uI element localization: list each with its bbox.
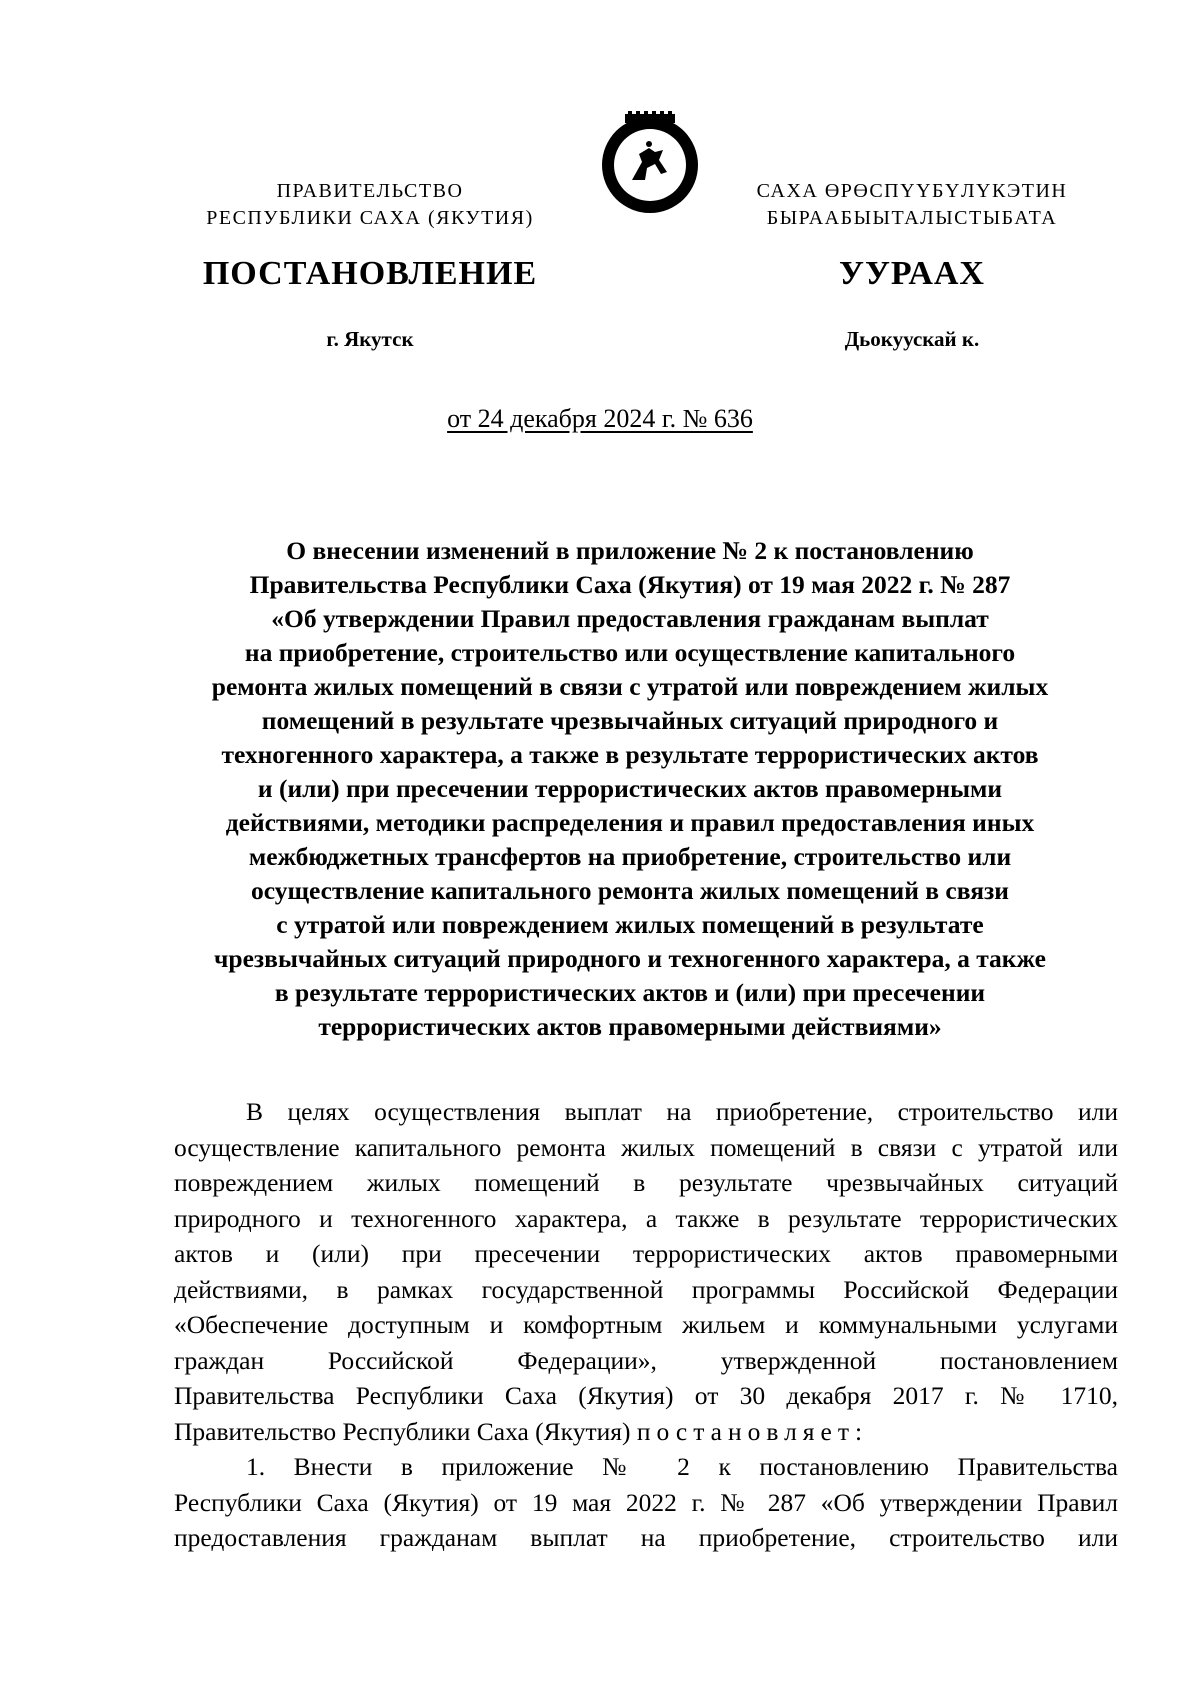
title-line: Правительства Республики Саха (Якутия) от 19 мая 2022 г. № 287 — [249, 570, 1011, 599]
document-date-number — [0, 404, 1200, 434]
decision-verb: постановляет: — [636, 1416, 869, 1446]
body-paragraph-preamble — [174, 1094, 1118, 1449]
title-line: террористических актов правомерными действиями» — [318, 1012, 942, 1041]
body-line: 1. Внести в приложение № 2 к постановлению Правительства — [246, 1452, 1118, 1481]
coat-of-arms-emblem — [597, 110, 703, 216]
body-line: Республики Саха (Якутия) от 19 мая 2022 г. № 287 «Об утверждении Правил — [174, 1487, 1118, 1517]
title-line: ремонта жилых помещений в связи с утратой или повреждением жилых — [211, 672, 1049, 701]
body-line: «Обеспечение доступным и комфортным жильем и коммунальными услугами — [174, 1310, 1118, 1339]
title-line: чрезвычайных ситуаций природного и техногенного характера, а также — [214, 944, 1046, 973]
document-title — [160, 534, 1100, 1044]
org-line: БЫРААБЫЫТАЛЫСТЫБАТА — [766, 207, 1058, 229]
document-type-yakut: УУРААХ — [839, 255, 985, 292]
body-paragraph-item-1 — [174, 1449, 1118, 1556]
government-name-russian — [150, 178, 590, 232]
title-line: техногенного характера, а также в результате террористических актов — [221, 740, 1039, 769]
title-line: и (или) при пресечении террористических актов правомерными — [257, 774, 1003, 803]
title-line: действиями, методики распределения и правил предоставления иных — [225, 808, 1035, 837]
body-line: действиями, в рамках государственной программы Российской Федерации — [174, 1274, 1118, 1304]
body-line: Правительства Республики Саха (Якутия) от 30 декабря 2017 г. № 1710, — [174, 1381, 1118, 1410]
title-line: О внесении изменений в приложение № 2 к постановлению — [286, 536, 974, 565]
title-line: помещений в результате чрезвычайных ситуаций природного и — [261, 706, 999, 735]
document-type-russian: ПОСТАНОВЛЕНИЕ — [202, 255, 538, 292]
decision-prefix: Правительство Республики Саха (Якутия) — [174, 1416, 631, 1446]
title-line: на приобретение, строительство или осуществление капитального — [244, 638, 1016, 667]
city-russian: г. Якутск — [326, 327, 414, 351]
body-line: актов и (или) при пресечении террористических актов правомерными — [174, 1239, 1118, 1268]
org-line: РЕСПУБЛИКИ САХА (ЯКУТИЯ) — [206, 207, 534, 229]
body-line: В целях осуществления выплат на приобретение, строительство или — [246, 1097, 1118, 1126]
body-line: природного и техногенного характера, а также в результате террористических — [174, 1203, 1118, 1233]
title-line: осуществление капитального ремонта жилых помещений в связи — [251, 876, 1009, 905]
body-line: предоставления гражданам выплат на приобретение, строительство или — [174, 1523, 1118, 1552]
body-line: граждан Российской Федерации», утвержденной постановлением — [174, 1345, 1118, 1375]
title-line: в результате террористических актов и (или) при пресечении — [274, 978, 986, 1007]
document-body — [174, 1094, 1118, 1556]
body-line — [174, 1414, 1118, 1450]
title-line: межбюджетных трансфертов на приобретение, строительство или — [248, 842, 1012, 871]
city-yakut: Дьокуускай к. — [844, 327, 980, 351]
org-line: САХА ӨРӨСПҮҮБҮЛҮКЭТИН — [756, 180, 1068, 202]
title-line: «Об утверждении Правил предоставления гражданам выплат — [271, 604, 989, 633]
org-line: ПРАВИТЕЛЬСТВО — [276, 180, 464, 202]
date-number-text: от 24 декабря 2024 г. № 636 — [447, 404, 753, 433]
government-name-yakut — [712, 178, 1112, 232]
body-line: осуществление капитального ремонта жилых помещений в связи с утратой или — [174, 1132, 1118, 1162]
title-line: с утратой или повреждением жилых помещений в результате — [276, 910, 984, 939]
body-line: повреждением жилых помещений в результате чрезвычайных ситуаций — [174, 1168, 1118, 1197]
